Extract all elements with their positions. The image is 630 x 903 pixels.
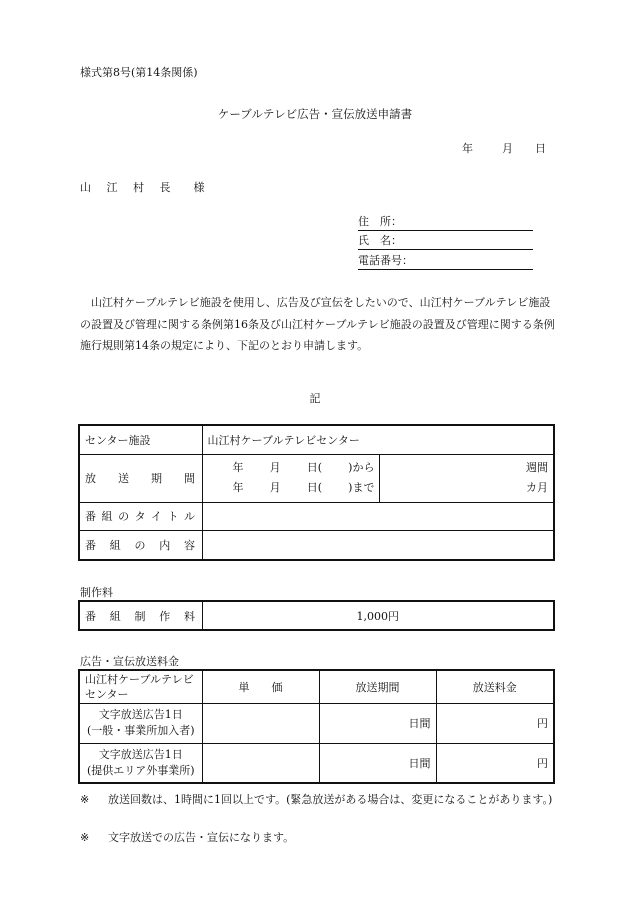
period-dates[interactable] (202, 454, 379, 502)
phone-label: 電話番号： (358, 254, 413, 267)
application-statement: 山江村ケーブルテレビ施設を使用し、広告及び宣伝をしたいので、山江村ケーブルテレビ施設の設置及び管理に関する条例第16条及び山江村ケーブルテレビ施設の設置及び管理に関する条例施行規則第14条の規定により、下記のとおり申請します。 (80, 296, 555, 352)
production-fee-value: 1,000円 (202, 601, 554, 630)
date-year: 年 (462, 142, 473, 155)
note-text-broadcast: ※ 文字放送での広告・宣伝になります。 (80, 831, 295, 844)
address-label: 住 所： (358, 215, 402, 228)
program-title-input[interactable] (202, 502, 554, 530)
to-year: 年 (232, 481, 244, 494)
from-close: )から (348, 461, 375, 474)
period-duration[interactable] (379, 454, 554, 502)
ad-fee-heading: 広告・宣伝放送料金 (80, 655, 179, 668)
from-year: 年 (232, 461, 244, 474)
to-close: )まで (348, 481, 375, 494)
address-field[interactable] (358, 215, 533, 231)
name-label: 氏 名： (358, 234, 402, 247)
phone-field[interactable] (358, 254, 533, 270)
header-fee: 放送料金 (436, 670, 554, 703)
request-table (78, 424, 555, 561)
addressee: 山 江 村 長 様 (80, 181, 211, 194)
period-label: 放 送 期 間 (79, 454, 202, 502)
table-row (79, 743, 554, 783)
row-unit-price[interactable] (202, 743, 319, 783)
program-title-label: 番組のタイトル (79, 502, 202, 530)
center-label: センター施設 (79, 425, 202, 454)
date-month: 月 (502, 142, 513, 155)
row-unit-price[interactable] (202, 703, 319, 743)
header-period: 放送期間 (319, 670, 436, 703)
form-number: 様式第8号(第14条関係) (80, 66, 198, 79)
document-title: ケーブルテレビ広告・宣伝放送申請書 (217, 107, 413, 121)
program-content-input[interactable] (202, 530, 554, 560)
row-fee[interactable]: 円 (436, 743, 554, 783)
production-fee-table (78, 600, 555, 631)
row-name: 文字放送広告1日 (一般・事業所加入者) (79, 703, 202, 743)
ad-fee-table (78, 669, 555, 784)
name-field[interactable] (358, 234, 533, 250)
header-center: 山江村ケーブルテレビセンター (79, 670, 202, 703)
to-month: 月 (269, 481, 281, 494)
production-fee-label: 番 組 制 作 料 (79, 601, 202, 630)
row-fee[interactable]: 円 (436, 703, 554, 743)
weeks-unit: 週間 (526, 461, 549, 474)
row-period[interactable]: 日間 (319, 703, 436, 743)
from-day: 日( (306, 461, 323, 474)
to-day: 日( (306, 481, 323, 494)
date-day: 日 (535, 142, 546, 155)
months-unit: カ月 (526, 481, 549, 494)
table-row (79, 703, 554, 743)
header-unit-price: 単 価 (202, 670, 319, 703)
from-month: 月 (269, 461, 281, 474)
date-line (462, 140, 546, 156)
ki-heading: 記 (309, 392, 321, 405)
center-value: 山江村ケーブルテレビセンター (202, 425, 554, 454)
row-name: 文字放送広告1日 (提供エリア外事業所) (79, 743, 202, 783)
program-content-label: 番 組 の 内 容 (79, 530, 202, 560)
note-broadcast-frequency: ※ 放送回数は、1時間に1回以上です。(緊急放送がある場合は、変更になることがあります。) (80, 793, 553, 806)
row-period[interactable]: 日間 (319, 743, 436, 783)
production-fee-heading: 制作料 (80, 586, 113, 599)
